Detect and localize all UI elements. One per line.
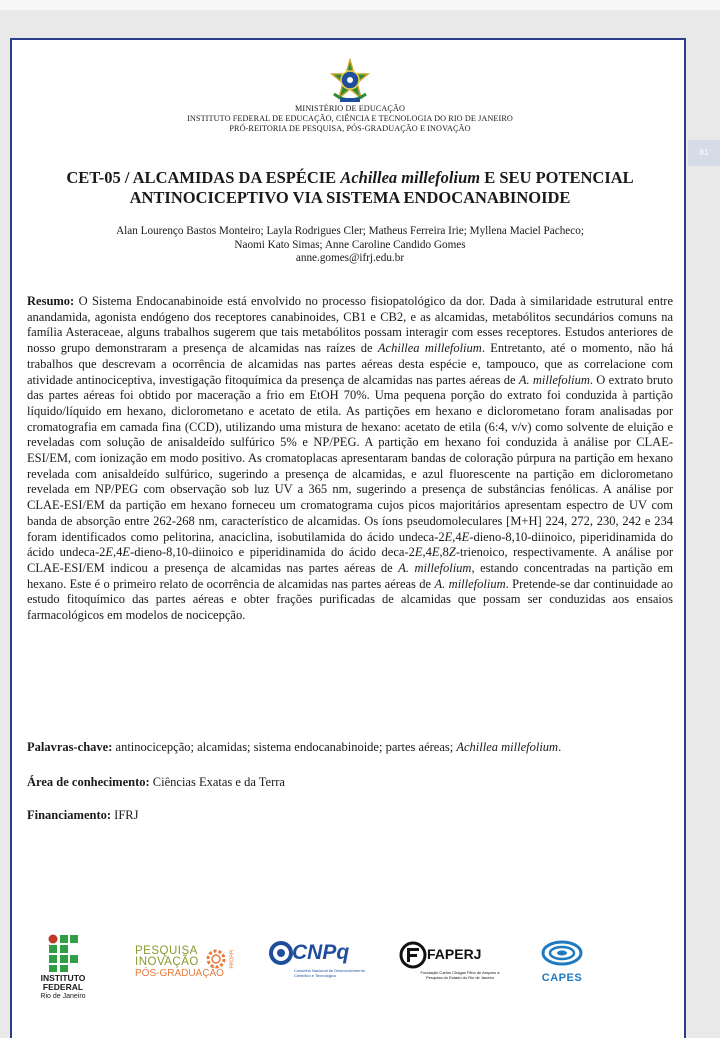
knowledge-area [27,775,673,791]
top-bar [0,0,720,10]
paper-title [40,168,660,208]
funding-text: IFRJ [111,808,139,822]
stereo-descriptor: E [122,545,131,560]
capes-name: CAPES [541,972,583,984]
title-suffix: E SEU POTENCIAL [480,168,634,187]
pesquisa-line-1: PESQUISA [135,945,198,957]
abstract-text: . O extrato bruto das partes aéreas foi obtido por maceração a frio em EtOH 70%. Uma pequena porção do extrato foi conduzida à partição líquido/líquido em hexano, diclorometano e acetato de etila. As partições em hexano e diclorometano foram analisadas por cromatografia em camada fina (CCD), utilizando uma mistura de hexano: acetato de etila (6:4, v/v) como solvente de eluição e reveladas com solução de anisaldeído sulfúrico 5% e NP/PEG. A partição em hexano foi conduzida à análise por CLAE-ESI/EM, com ionização em modo positivo. As cromatoplacas apresentaram bandas de coloração púrpura na partição em hexano revelada com anisaldeído sulfúrico, sugerindo a presença de alcamidas, e azul fluorescente na partição em diclorometano revelada em NP/PEG com observação sob luz UV a 365 nm, sugerindo a presença de substâncias fenólicas. A análise por CLAE-ESI/EM da partição em hexano forneceu um cromatograma cujos picos majoritários apresentam espectro de UV com banda de absorção entre 262-268 nm, característico de alcamidas. Os íons pseudomoleculares [M+H] 224, 272, 230, 242 e 234 foram identificados como pelitorina, anaciclina, isobutilamida do ácido undeca-2 [27,372,674,544]
species-name: A. millefolium [434,576,506,591]
ifrj-grid-icon [48,934,78,972]
cnpq-subtitle: Conselho Nacional de Desenvolvimento Científico e Tecnológico [294,968,365,978]
abstract-text: -trienoico, respectivamente. A análise por CLAE-ESI/EM indicou a presença de alcamidas nas partes aéreas de [27,545,674,575]
ifrj-logo [28,934,98,1014]
ministry-line: MINISTÉRIO DE EDUCAÇÃO [295,104,405,113]
abstract-text: . Pretende-se dar continuidade ao estudo fitoquímico das partes aéreas e obter frações purificadas de alcamidas que possam ser conduzidas aos ensaios farmacológicos em modelos de nocicepção. [27,576,673,623]
stereo-descriptor: E [444,529,453,544]
species-name: A. millefolium [518,372,590,387]
proppi-label: PROPPI [229,949,236,969]
author-email[interactable]: anne.gomes@ifrj.edu.br [295,252,405,264]
keywords-end: . [558,740,562,754]
cnpq-emblem-icon [268,940,294,966]
abstract-text: ,8 [439,545,449,560]
abstract-text: ,4 [452,529,462,544]
funding-label: Financiamento: [27,808,112,822]
title-species: Achillea millefolium [340,168,481,187]
stereo-descriptor: E [105,545,114,560]
coat-of-arms-icon [326,58,374,106]
stereo-descriptor: E [461,529,470,544]
keywords-text: antinocicepção; alcamidas; sistema endocanabinoide; partes aéreas; [112,740,457,754]
pesquisa-line-3: PÓS-GRADUAÇÃO [135,968,224,979]
pesquisa-logo [135,946,255,986]
abstract-text: . Entretanto, até o momento, não há trabalhos que descrevam a ocorrência de alcamidas nas partes aéreas desta espécie e, tampouco, que as correlacione com atividade antinociceptiva, investigação fitoquímica da presença de alcamidas nas partes aéreas de [27,341,673,387]
pesquisa-line-2: INOVAÇÃO [135,956,199,968]
gear-icon [205,948,227,970]
area-label: Área de conhecimento: [27,775,150,789]
stereo-descriptor: E [431,545,440,560]
abstract-text: -dieno-8,10-diinoico e piperidinamida do ácido deca-2 [130,545,415,560]
ifrj-line-1: INSTITUTO [40,973,86,983]
abstract-label: Resumo: [27,294,75,308]
authors-line-1: Alan Lourenço Bastos Monteiro; Layla Rodrigues Cler; Matheus Ferreira Irie; Myllena Maciel Pacheco; [116,225,584,237]
abstract-text: O Sistema Endocanabinoide está envolvido no processo fisiopatológico da dor. Dada à similaridade estrutural entre anandamida, agonista endógeno dos receptores canabinoides, CB1 e CB2, e as alcamidas, metabólitos secundários comuns na família Asteraceae, alguns trabalhos sugerem que tais metabólitos possam interagir com esses receptores. Estudos anteriores de nosso grupo demonstraram a presença de alcamidas nas raízes de [27,294,673,356]
sponsor-logos [20,930,710,1015]
abstract-text: -dieno-8,10-diinoico, piperidinamida do ácido undeca-2 [27,529,673,560]
abstract-text: ,4 [113,545,123,560]
capes-rings-icon [540,938,584,968]
ifrj-line-2: FEDERAL [42,982,84,992]
faperj-name: FAPERJ [427,946,482,962]
faperj-logo [398,940,508,990]
capes-logo [532,938,592,993]
abstract [27,294,673,624]
keywords-species: Achillea millefolium [456,740,559,754]
faperj-subtitle: Fundação Carlos Chagas Filho de Amparo à Pesquisa do Estado do Rio de Janeiro [420,970,500,980]
authors-line-2: Naomi Kato Simas; Anne Caroline Candido Gomes [234,238,466,251]
keywords-label: Palavras-chave: [27,740,113,754]
abstract-text: ,4 [422,545,432,560]
cnpq-logo [268,940,378,990]
cnpq-name: CNPq [292,941,350,964]
area-text: Ciências Exatas e da Terra [149,775,285,789]
funding [27,808,673,824]
title-prefix: CET-05 / ALCAMIDAS DA ESPÉCIE [66,168,341,187]
keywords [27,740,673,756]
species-name: Achillea millefolium [377,341,482,356]
stereo-descriptor: Z [448,545,456,560]
species-name: A. millefolium [398,560,472,575]
abstract-text: , estando concentradas na partição em hexano. Este é o primeiro relato de ocorrência de alcamidas nas partes aéreas de [27,560,674,591]
institute-line: INSTITUTO FEDERAL DE EDUCAÇÃO, CIÊNCIA E TECNOLOGIA DO RIO DE JANEIRO [187,114,513,123]
author-block [70,225,630,266]
faperj-emblem-icon [398,940,428,970]
ifrj-line-3: Rio de Janeiro [40,993,86,1000]
title-line-2: ANTINOCICEPTIVO VIA SISTEMA ENDOCANABINOIDE [129,188,571,207]
page-tab[interactable]: 81 [688,140,720,166]
institution-header [60,104,640,134]
stereo-descriptor: E [414,545,423,560]
proreitoria-line: PRÓ-REITORIA DE PESQUISA, PÓS-GRADUAÇÃO E INOVAÇÃO [229,124,471,133]
